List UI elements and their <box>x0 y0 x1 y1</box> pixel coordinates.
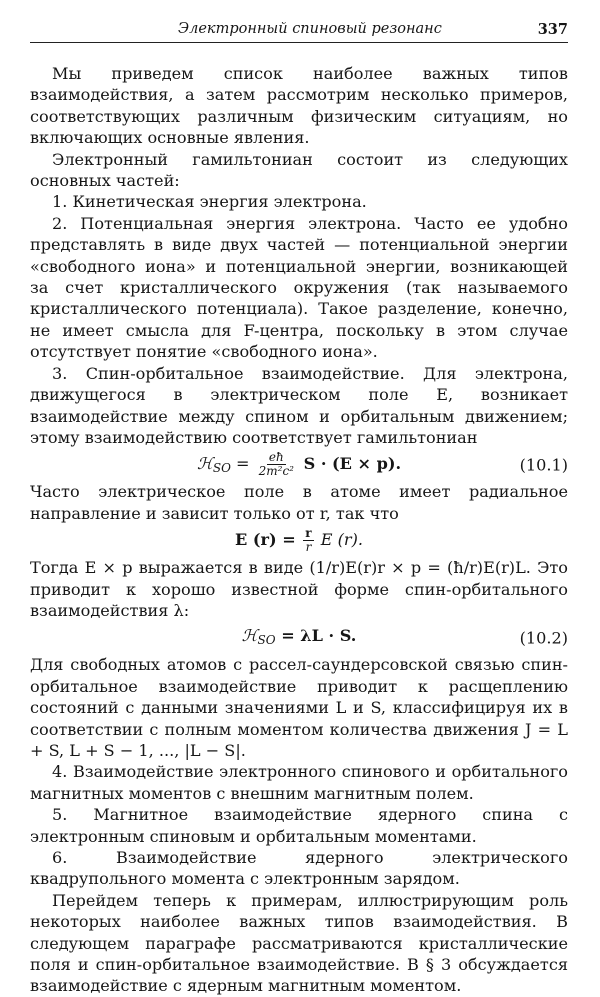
list-item-5: 5. Магнитное взаимодействие ядерного спина с электронным спиновым и орбитальным моментами. <box>30 805 568 846</box>
eq2-fraction: $\frac{r}{r}$ <box>305 526 312 555</box>
eq1-content: ℋSO = $\frac{eħ}{\text{2m²c²}}$ S · (E × p). <box>196 449 402 478</box>
equation-10-1 <box>30 448 568 481</box>
equation-number-10-1: (10.1) <box>519 455 568 475</box>
paragraph-hamiltonian-parts: Электронный гамильтониан состоит из следующих основных частей: <box>30 149 568 191</box>
running-header <box>30 18 568 40</box>
paragraph-intro: Мы приведем список наиболее важных типов взаимодействия, а затем рассмотрим несколько примеров, соответствующих различным физическим ситуациям, но включающих основные явления. <box>30 64 568 148</box>
equation-10-2 <box>30 621 568 654</box>
list-item-6: 6. Взаимодействие ядерного электрического квадрупольного момента с электронным зарядом. <box>30 848 568 889</box>
header-rule <box>30 42 568 43</box>
paragraph-radial-field: Часто электрическое поле в атоме имеет радиальное направление и зависит только от r, так что <box>30 482 568 523</box>
eq3-content: ℋSO = λL · S. <box>241 625 357 647</box>
list-item-2: 2. Потенциальная энергия электрона. Часто ее удобно представлять в виде двух частей — потенциальной энергии «свободного иона» и потенциальной энергии, возникающей за счет кристаллического окружения (так называемого кристаллического потенциала). Такое разделение, конечно, не имеет смысла для F-центра, поскольку в этом случае отсутствует понятие «свободного иона». <box>30 213 568 362</box>
body-text <box>30 63 568 997</box>
list-item-3: 3. Спин-орбитальное взаимодействие. Для электрона, движущегося в электрическом поле E, возникает взаимодействие между спином и орбитальным движением; этому взаимодействию соответствует гамильтониан <box>30 363 568 447</box>
page-number: 337 <box>537 21 568 38</box>
running-title: Электронный спиновый резонанс <box>178 21 442 37</box>
book-page <box>30 18 568 997</box>
equation-radial <box>30 524 568 557</box>
eq2-content: E (r) = $\frac{r}{r}$ E (r). <box>235 526 363 555</box>
list-item-4: 4. Взаимодействие электронного спинового и орбитального магнитных моментов с внешним магнитным полем. <box>30 762 568 803</box>
paragraph-closing: Перейдем теперь к примерам, иллюстрирующим роль некоторых наиболее важных типов взаимодействия. В следующем параграфе рассматриваются кристаллические поля и спин-орбитальное взаимодействие. В § 3 обсуждается взаимодействие с ядерным магнитным моментом. <box>30 890 568 996</box>
eq1-fraction: $\frac{eħ}{\text{2m²c²}}$ <box>258 449 294 478</box>
paragraph-spin-orbit-form: Тогда E × p выражается в виде (1/r)E(r)r × p = (ħ/r)E(r)L. Это приводит к хорошо известной форме спин-орбитального взаимодействия λ: <box>30 558 568 620</box>
equation-number-10-2: (10.2) <box>519 628 568 648</box>
list-item-1: 1. Кинетическая энергия электрона. <box>52 192 367 212</box>
paragraph-free-atoms: Для свободных атомов с рассел-саундерсовской связью спин-орбитальное взаимодействие приводит к расщеплению состояний с данными значениями L и S, классифицируя их в соответствии с полным моментом количества движения J = L + S, L + S − 1, ..., |L − S|. <box>30 655 568 760</box>
